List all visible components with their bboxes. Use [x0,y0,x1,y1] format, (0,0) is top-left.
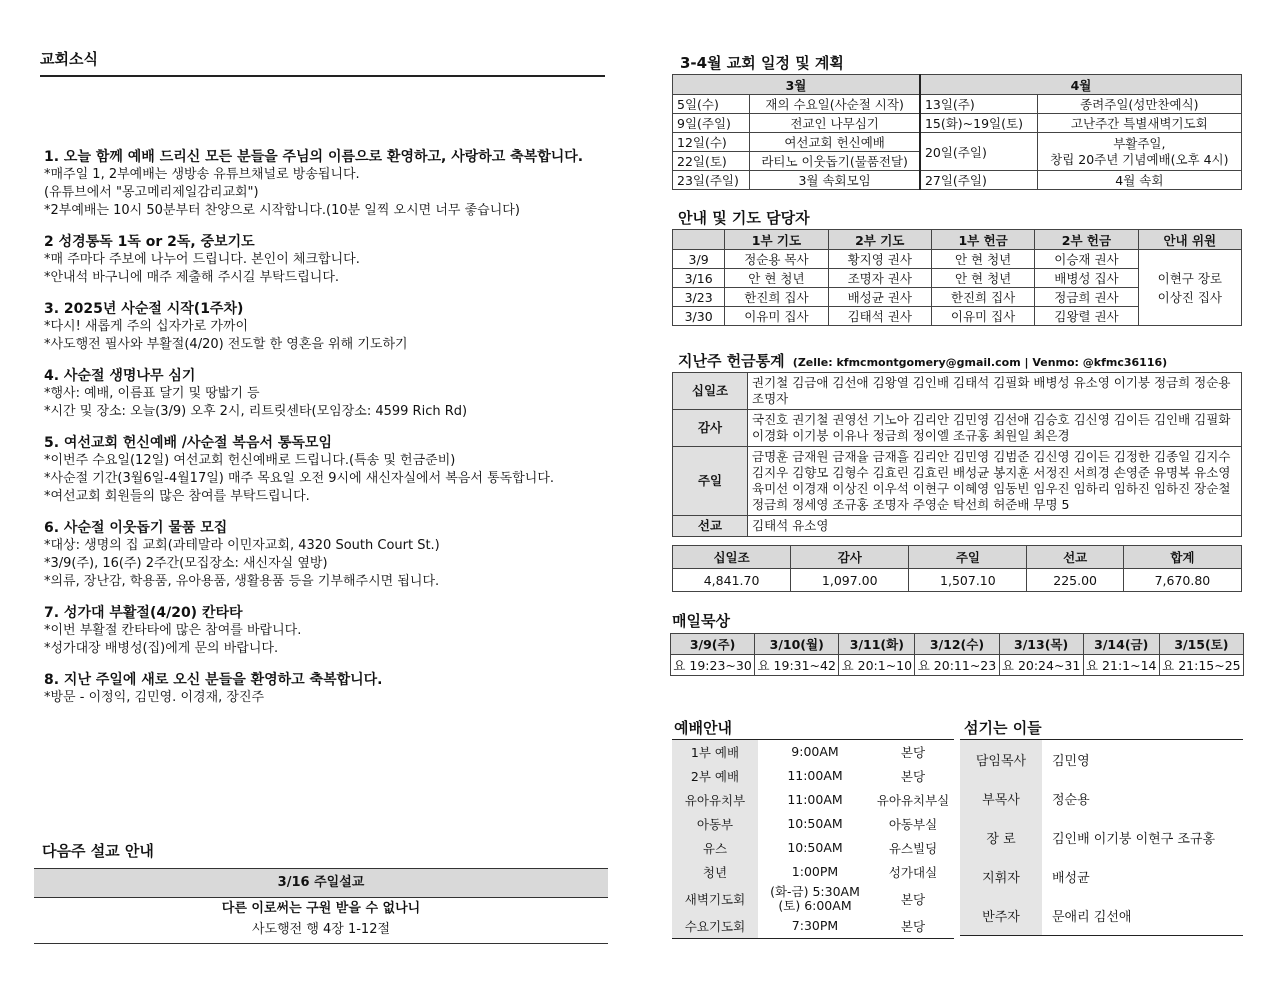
worship-service: 청년 [672,860,758,884]
worship-place: 본당 [900,919,926,934]
news-item [44,367,614,421]
news-item [44,300,614,354]
schedule-event: 3월 속회모임 [750,171,920,190]
prayer-cell: 3/9 [673,250,725,269]
schedule-date: 5일(수) [673,95,750,114]
sum-value: 1,097.00 [791,569,909,592]
servant-names: 문애리 김선애 [1052,910,1132,925]
offering-contact: (Zelle: kfmcmontgomery@gmail.com | Venmo: @kfmc36116) [792,356,1168,369]
worship-place: 아동부실 [888,817,938,832]
news-item [44,233,614,287]
servant-names: 김민영 [1052,754,1090,769]
worship-service: 새벽기도회 [672,884,758,914]
devotion-ref: 요 19:23~30 [671,655,755,676]
servants-heading: 섬기는 이들 [964,719,1042,737]
devotion-heading: 매일묵상 [672,612,730,630]
worship-time-line: (화-금) 5:30AM [770,884,860,899]
news-item-line: *2부예배는 10시 50분부터 찬양으로 시작합니다.(10분 일찍 오시면 너무 좋습니다) [44,203,520,218]
servant-row [960,857,1243,896]
schedule-event [1037,133,1241,171]
worship-time [758,769,872,783]
devotion-ref: 요 21:1~14 [1083,655,1159,676]
schedule-event: 고난주간 특별새벽기도회 [1037,114,1241,133]
schedule-date: 23일(주일) [673,171,750,190]
news-item [44,434,614,506]
devotion-ref: 요 21:15~25 [1159,655,1243,676]
month-april-header: 4월 [920,75,1242,95]
prayer-cell: 3/30 [673,307,725,326]
news-item-title: 2 성경통독 1독 or 2독, 중보기도 [44,234,255,250]
devotion-day: 3/15(토) [1159,634,1243,655]
news-item [44,148,614,220]
servant-row [960,740,1243,779]
servant-role: 반주자 [960,896,1042,935]
news-item-line: *방문 - 이정익, 김민영. 이경재, 장진주 [44,690,265,705]
sermon-title: 다른 이로써는 구원 받을 수 없나니 [221,901,421,916]
devotion-ref: 요 20:11~23 [915,655,999,676]
usher-name: 이상진 집사 [1157,289,1222,305]
prayer-cell: 배병성 집사 [1035,269,1138,288]
news-item [44,604,614,658]
devotion-table [670,633,1244,676]
servant-names: 정순용 [1052,793,1090,808]
news-item-title: 4. 사순절 생명나무 심기 [44,368,196,384]
devotion-day: 3/11(화) [839,634,915,655]
news-item-title: 3. 2025년 사순절 시작(1주차) [44,301,244,317]
schedule-event-line: 부활주일, [1113,135,1166,151]
servant-names: 배성균 [1052,871,1090,886]
month-march-header: 3월 [673,75,920,95]
offering-names: 국진호 권기철 권영선 기노아 김리안 김민영 김선애 김승호 김신영 김이든 김인배 김필화 이경화 이기붕 이유나 정금희 정이엘 조규홍 최원일 최은경 [748,410,1242,447]
sum-value: 4,841.70 [673,569,791,592]
servant-role: 지휘자 [960,857,1042,896]
news-item-line: *3/9(주), 16(주) 2주간(모집장소: 새신자실 옆방) [44,556,328,571]
news-item-line: *대상: 생명의 집 교회(과테말라 이민자교회, 4320 South Court St.) [44,538,440,553]
worship-time-line: 1:00PM [791,864,839,879]
prayer-cell: 이유미 집사 [725,307,828,326]
schedule-date: 22일(토) [673,152,750,171]
worship-time [758,865,872,879]
worship-time [758,817,872,831]
schedule-event: 여선교회 헌신예배 [750,133,920,152]
sermon-heading: 다음주 설교 안내 [42,842,154,860]
news-item-line: *성가대장 배병성(집)에게 문의 바랍니다. [44,641,279,656]
offering-names: 권기철 김금애 김선애 김왕열 김인배 김태석 김필화 배병성 유소영 이기붕 정금희 정순용 조명자 [748,373,1242,410]
news-item-title: 8. 지난 주일에 새로 오신 분들을 환영하고 축복합니다. [44,672,383,688]
worship-heading: 예배안내 [674,719,732,737]
worship-table [672,740,954,939]
servant-row [960,896,1243,935]
devotion-day: 3/9(주) [671,634,755,655]
offering-category: 십일조 [673,373,748,410]
prayer-table [672,229,1242,326]
worship-row [672,836,954,860]
worship-row [672,860,954,884]
prayer-cell: 안 현 청년 [931,269,1034,288]
prayer-cell: 3/23 [673,288,725,307]
worship-service: 수요기도회 [672,914,758,938]
schedule-date: 9일(주일) [673,114,750,133]
news-item [44,671,614,707]
schedule-event: 라티노 이웃돕기(물품전달) [750,152,920,171]
worship-row [672,740,954,764]
news-item-line: *사도행전 필사와 부활절(4/20) 전도할 한 영혼을 위해 기도하기 [44,337,408,352]
offering-heading-row [678,350,1167,371]
schedule-event: 전교인 나무심기 [750,114,920,133]
prayer-cell: 한진희 집사 [725,288,828,307]
news-item-line: *사순절 기간(3월6일-4월17일) 매주 목요일 오전 9시에 새신자실에서 복음서 통독합니다. [44,471,555,486]
worship-place: 본당 [900,769,926,784]
sum-header: 주일 [909,546,1027,569]
devotion-day: 3/12(수) [915,634,999,655]
worship-bottom-rule [672,938,954,939]
news-item-line: *여선교회 회원들의 많은 참여를 부탁드립니다. [44,489,310,504]
worship-time-line: 11:00AM [787,792,843,807]
sum-value: 7,670.80 [1123,569,1241,592]
schedule-date: 27일(주일) [920,171,1037,190]
news-item-title: 7. 성가대 부활절(4/20) 칸타타 [44,605,243,621]
devotion-ref: 요 20:24~31 [999,655,1083,676]
servant-row [960,818,1243,857]
worship-row [672,764,954,788]
servant-names: 김인배 이기붕 이현구 조규홍 [1052,832,1216,847]
offering-category: 감사 [673,410,748,447]
worship-place: 성가대실 [888,865,938,880]
worship-row [672,914,954,938]
news-item-line: *매 주마다 주보에 나누어 드립니다. 본인이 체크합니다. [44,252,360,267]
schedule-date: 15(화)~19일(토) [920,114,1037,133]
worship-place: 유스빌딩 [888,841,938,856]
servants-bottom-rule [960,935,1243,936]
prayer-cell: 황지영 권사 [828,250,931,269]
worship-time-line: 7:30PM [791,918,839,933]
worship-place: 본당 [900,892,926,907]
prayer-cell: 이유미 집사 [931,307,1034,326]
prayer-cell: 조명자 권사 [828,269,931,288]
offering-names: 김태석 유소영 [748,516,1242,537]
prayer-header: 1부 기도 [725,230,828,250]
worship-time [758,841,872,855]
prayer-header: 2부 헌금 [1035,230,1138,250]
offering-sum-table [672,545,1242,592]
worship-time-line: 10:50AM [787,840,843,855]
news-item-title: 5. 여선교회 헌신예배 /사순절 복음서 통독모임 [44,435,332,451]
prayer-cell: 안 현 청년 [725,269,828,288]
devotion-day: 3/10(월) [755,634,839,655]
news-item-line: *이번 부활절 칸타타에 많은 참여를 바랍니다. [44,623,302,638]
worship-time-line: 11:00AM [787,768,843,783]
worship-row [672,812,954,836]
news-item-line: *안내석 바구니에 매주 제출해 주시길 부탁드립니다. [44,270,340,285]
schedule-date: 12일(수) [673,133,750,152]
worship-time [758,745,872,759]
worship-row [672,788,954,812]
offering-category: 주일 [673,447,748,516]
worship-service: 2부 예배 [672,764,758,788]
prayer-cell: 김태석 권사 [828,307,931,326]
news-item-line: (유튜브에서 "몽고메리제일감리교회") [44,185,259,200]
sermon-scripture: 사도행전 행 4장 1-12절 [251,922,391,937]
servant-row [960,779,1243,818]
schedule-table [672,74,1242,190]
sum-header: 선교 [1027,546,1123,569]
news-item-title: 6. 사순절 이웃돕기 물품 모집 [44,520,228,536]
prayer-cell: 안 현 청년 [931,250,1034,269]
worship-place: 본당 [900,745,926,760]
prayer-heading: 안내 및 기도 담당자 [678,209,810,227]
worship-row [672,884,954,914]
prayer-header [673,230,725,250]
offering-names: 금명훈 금재원 금재율 금재흘 김리안 김민영 김범준 김신영 김이든 김정한 김종일 김지수 김지우 김향모 김형수 김효린 김효린 배성균 봉지훈 서정진 서희경 손영준 유명복 유소영 육미선 이경재 이상진 이우석 이현구 이혜영 임동빈 임우진 임하리 임하진 임하진 장순철 정금희 정세영 조규홍 조명자 주영순 탁선희 허준배 무명 5 [748,447,1242,516]
news-item-line: *시간 및 장소: 오늘(3/9) 오후 2시, 리트릿센타(모임장소: 4599 Rich Rd) [44,404,468,419]
news-item-line: *매주일 1, 2부예배는 생방송 유튜브채널로 방송됩니다. [44,167,360,182]
prayer-cell: 정금희 권사 [1035,288,1138,307]
worship-time [758,793,872,807]
worship-time [758,919,872,933]
worship-time [758,885,872,913]
devotion-ref: 요 20:1~10 [839,655,915,676]
news-item [44,519,614,591]
schedule-heading: 3-4월 교회 일정 및 계획 [680,54,844,72]
worship-service: 유아유치부 [672,788,758,812]
prayer-header: 1부 헌금 [931,230,1034,250]
worship-service: 유스 [672,836,758,860]
schedule-event: 4월 속회 [1037,171,1241,190]
schedule-date: 20일(주일) [920,133,1037,171]
worship-time-line: 9:00AM [791,744,839,759]
prayer-cell: 배성균 권사 [828,288,931,307]
devotion-ref: 요 19:31~42 [755,655,839,676]
news-list [44,148,614,720]
prayer-cell: 김왕렬 권사 [1035,307,1138,326]
news-item-title: 1. 오늘 함께 예배 드리신 모든 분들을 주님의 이름으로 환영하고, 사랑하고 축복합니다. [44,149,584,165]
sum-header: 합계 [1123,546,1241,569]
devotion-day: 3/13(목) [999,634,1083,655]
church-news-heading: 교회소식 [40,48,605,77]
offering-heading: 지난주 헌금통계 [678,352,785,370]
servant-role: 장 로 [960,818,1042,857]
servants-table [960,740,1243,936]
sum-value: 1,507.10 [909,569,1027,592]
schedule-event: 재의 수요일(사순절 시작) [750,95,920,114]
schedule-event: 종려주일(성만찬예식) [1037,95,1241,114]
worship-place: 유아유치부실 [876,793,950,808]
prayer-header: 2부 기도 [828,230,931,250]
sum-header: 십일조 [673,546,791,569]
sum-value: 225.00 [1027,569,1123,592]
news-item-line: *이번주 수요일(12일) 여선교회 헌신예배로 드립니다.(특송 및 헌금준비) [44,453,456,468]
worship-service: 1부 예배 [672,740,758,764]
prayer-cell: 3/16 [673,269,725,288]
news-item-line: *다시! 새롭게 주의 십자가로 가까이 [44,319,249,334]
sum-header: 감사 [791,546,909,569]
schedule-date: 13일(주) [920,95,1037,114]
news-item-line: *행사: 예배, 이름표 달기 및 땅밟기 등 [44,386,260,401]
worship-time-line: 10:50AM [787,816,843,831]
usher-name: 이현구 장로 [1157,270,1222,286]
sermon-box [34,868,608,944]
offering-names-table [672,372,1242,537]
ushers-cell [1138,250,1241,326]
servant-role: 부목사 [960,779,1042,818]
sermon-date: 3/16 주일설교 [34,869,608,898]
servant-role: 담임목사 [960,740,1042,779]
prayer-header: 안내 위원 [1138,230,1241,250]
schedule-event-line: 창립 20주년 기념예배(오후 4시) [1050,151,1229,167]
news-item-line: *의류, 장난감, 학용품, 유아용품, 생활용품 등을 기부해주시면 됩니다. [44,574,440,589]
prayer-cell: 이승재 권사 [1035,250,1138,269]
worship-time-line: (토) 6:00AM [778,898,852,913]
prayer-cell: 정순용 목사 [725,250,828,269]
offering-category: 선교 [673,516,748,537]
worship-service: 아동부 [672,812,758,836]
devotion-day: 3/14(금) [1083,634,1159,655]
prayer-cell: 한진희 집사 [931,288,1034,307]
